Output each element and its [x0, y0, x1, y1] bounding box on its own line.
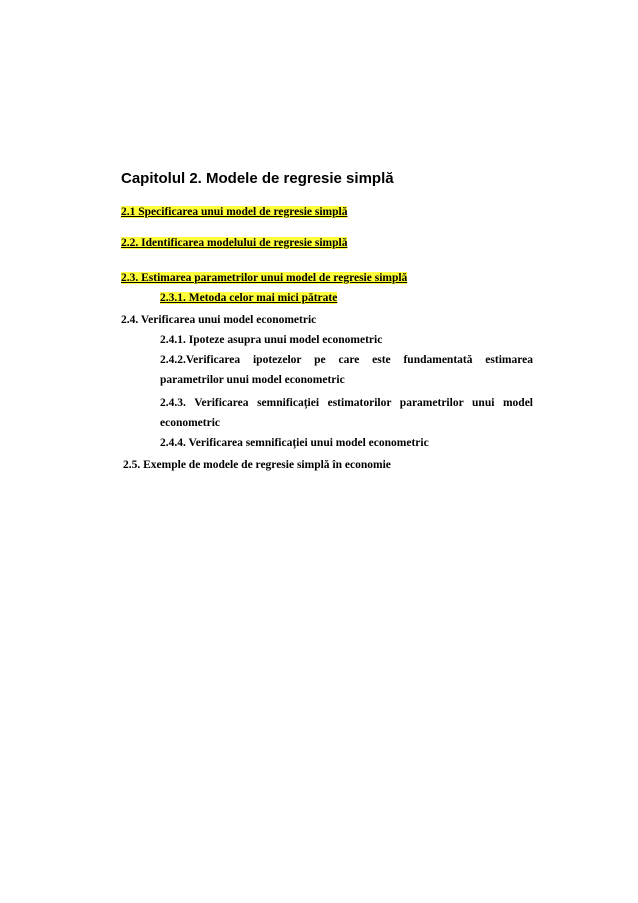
toc-entry-2-4-3-line2: [160, 416, 220, 430]
toc-entry-2-4-1: [160, 333, 382, 347]
toc-entry-2-3-label: 2.3. Estimarea parametrilor unui model de regresie simplă: [121, 272, 408, 284]
chapter-title: Capitolul 2. Modele de regresie simplă: [121, 170, 394, 187]
toc-entry-2-4-label: 2.4. Verificarea unui model econometric: [121, 314, 317, 326]
toc-entry-2-3[interactable]: [121, 271, 407, 285]
toc-entry-2-5: [123, 458, 391, 472]
toc-entry-2-1-label: 2.1 Specificarea unui model de regresie simplă: [121, 206, 348, 218]
toc-entry-2-4-1-label: 2.4.1. Ipoteze asupra unui model econometric: [160, 334, 383, 346]
toc-entry-2-4: [121, 313, 316, 327]
toc-entry-2-4-4: [160, 436, 429, 450]
toc-entry-2-5-label: 2.5. Exemple de modele de regresie simplă în economie: [123, 459, 391, 471]
toc-entry-2-1[interactable]: [121, 205, 347, 219]
toc-entry-2-4-2-line1: 2.4.2.Verificarea ipotezelor pe care este fundamentată estimarea: [160, 354, 533, 366]
toc-entry-2-2-label: 2.2. Identificarea modelului de regresie simplă: [121, 237, 348, 249]
toc-entry-2-4-3-line2-label: econometric: [160, 417, 221, 429]
toc-entry-2-3-1[interactable]: [160, 291, 337, 305]
toc-entry-2-4-4-label: 2.4.4. Verificarea semnificației unui model econometric: [160, 437, 429, 449]
toc-entry-2-4-2-line2-label: parametrilor unui model econometric: [160, 374, 345, 386]
toc-entry-2-3-1-label: 2.3.1. Metoda celor mai mici pătrate: [160, 292, 338, 304]
toc-entry-2-4-3-line1: 2.4.3. Verificarea semnificației estimatorilor parametrilor unui model: [160, 397, 533, 409]
toc-entry-2-2[interactable]: [121, 236, 347, 250]
toc-entry-2-4-2-line2: [160, 373, 345, 387]
